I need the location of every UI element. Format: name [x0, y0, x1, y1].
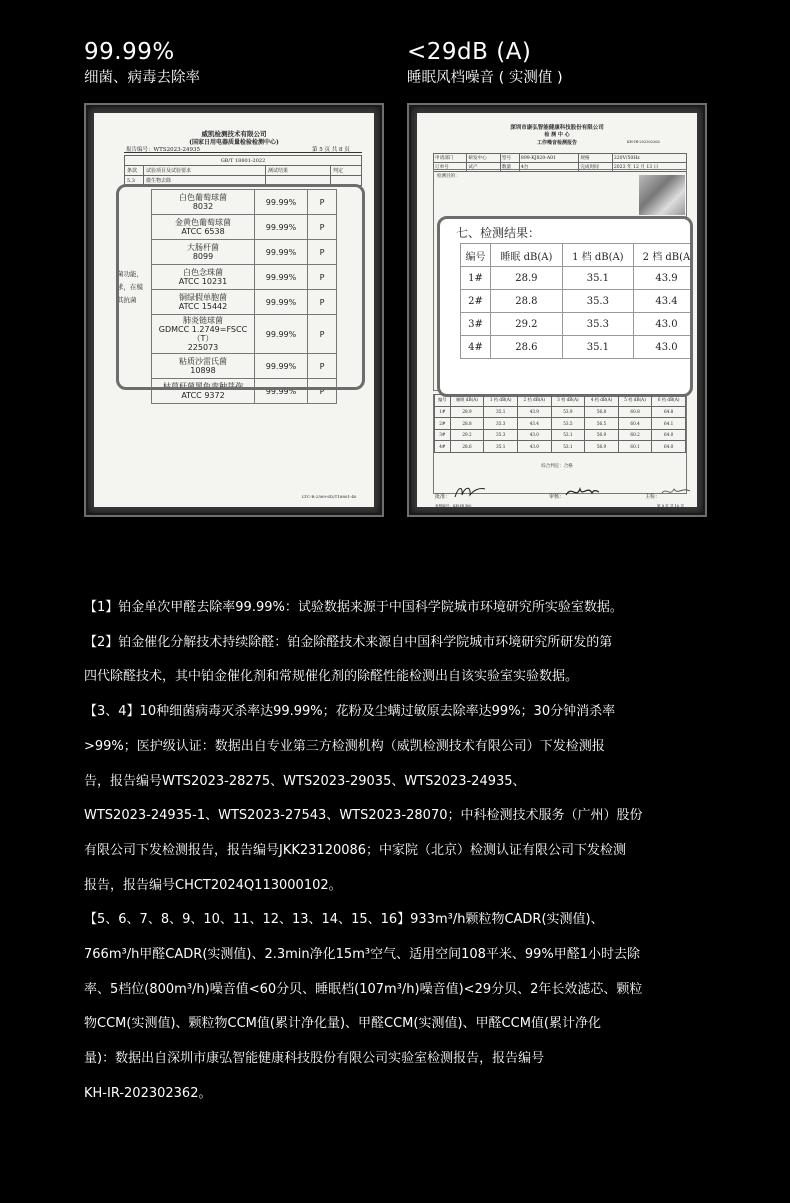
noise-cell: 28.9 [450, 406, 484, 418]
removal-rate: 99.99% [255, 354, 308, 379]
column-header: 编号 [461, 244, 491, 267]
verdict: P [308, 240, 337, 265]
noise-cell: 43.0 [633, 336, 693, 359]
footnote-line: 量)：数据出自深圳市康弘智能健康科技股份有限公司实验室检测报告，报告编号 [84, 1051, 545, 1067]
organism-code: ATCC 10231 [178, 277, 228, 286]
report-document [417, 113, 697, 507]
table-row [461, 313, 694, 336]
noise-cell: 35.3 [562, 290, 633, 313]
noise-cell: 29.2 [450, 429, 484, 441]
noise-cell: 53.5 [551, 418, 585, 430]
report-number: KH-IR-202302362 [627, 140, 660, 144]
report-standard: GB/T 18801-2022 [125, 156, 362, 166]
table-row [461, 336, 694, 359]
report-center: (国家日用电器质量检验检测中心) [189, 139, 279, 146]
stat-noise [407, 38, 563, 89]
verdict: P [308, 290, 337, 315]
noise-cell: 60.2 [618, 429, 652, 441]
noise-cell: 2# [461, 290, 491, 313]
removal-rate: 99.99% [255, 215, 308, 240]
report-footer-code: LTC-R-2569-SD/T18801-40 [302, 494, 357, 499]
footnote-line: 有限公司下发检测报告，报告编号JKK23120086；中家院（北京）检测认证有限公司下发检测 [84, 842, 627, 858]
noise-cell: 4# [461, 336, 491, 359]
noise-cell: 35.1 [484, 441, 518, 453]
removal-rate: 99.99% [255, 265, 308, 290]
report-frame-noise [407, 103, 707, 517]
noise-cell: 43.0 [518, 441, 552, 453]
noise-cell: 3# [435, 429, 451, 441]
column-header: 5 档 dB(A) [618, 395, 652, 407]
organism-name: 肺炎链球菌 [183, 316, 223, 325]
report-center: 检 测 中 心 [544, 132, 570, 138]
table-row [461, 267, 694, 290]
report-page: 第 8 页 共 10 页 [657, 504, 684, 507]
noise-cell: 56.5 [585, 418, 619, 430]
organism-name: 白色葡萄球菌 [179, 193, 227, 202]
verdict: P [308, 215, 337, 240]
organism-name: 铜绿假单胞菌 [179, 293, 227, 302]
noise-cell: 28.9 [491, 267, 563, 290]
organism-code: GDMCC 1.2749=FSCC（T） 225073 [158, 325, 248, 352]
footnote-line: WTS2023-24935-1、WTS2023-27543、WTS2023-28070；中科检测技术服务（广州）股份 [84, 808, 643, 824]
noise-cell: 1# [435, 406, 451, 418]
column-header: 1 档 dB(A) [562, 244, 633, 267]
noise-cell: 64.8 [652, 406, 686, 418]
stat-label: 睡眠风档噪音 ( 实测值 ) [407, 70, 563, 86]
noise-cell: 28.8 [491, 290, 563, 313]
report-page: 第 5 页 共 8 页 [312, 147, 350, 153]
stat-value: 99.99% [84, 39, 175, 65]
side-line: 。 [117, 309, 124, 317]
footnote-line: KH-IR-202302362。 [84, 1085, 212, 1101]
inspector-label: 主检： [645, 494, 661, 500]
footnotes [84, 591, 724, 1112]
info-cell: 数量 [500, 163, 519, 172]
highlight-box [116, 184, 365, 390]
side-line: 菌功能， [117, 270, 143, 278]
noise-cell: 35.3 [484, 418, 518, 430]
footnote-line: 766m³/h甲醛CADR(实测值)、2.3min净化15m³空气、适用空间108平米、99%甲醛1小时去除 [84, 947, 641, 963]
noise-cell: 35.1 [484, 406, 518, 418]
removal-rate: 99.99% [255, 379, 308, 404]
info-cell: 试产 [467, 163, 500, 172]
noise-cell: 35.3 [562, 313, 633, 336]
noise-cell: 53.1 [551, 441, 585, 453]
noise-cell: 43.9 [633, 267, 693, 290]
noise-cell: 3# [461, 313, 491, 336]
footnote-line: >99%；医护级认证：数据出自专业第三方检测机构（威凯检测技术有限公司）下发检测报 [84, 738, 605, 754]
footnote-line: 四代除醛技术，其中铂金催化剂和常规催化剂的除醛性能检测出自该实验室实验数据。 [84, 669, 579, 685]
info-cell: 220V/50Hz [612, 154, 686, 163]
noise-cell: 4# [435, 441, 451, 453]
noise-cell: 60.8 [618, 406, 652, 418]
report-company: 威凯检测技术有限公司 [201, 130, 267, 138]
report-document [94, 113, 374, 507]
column-header: 编号 [435, 395, 451, 407]
stat-value: <29dB (A) [407, 39, 532, 65]
report-title: 工作噪音检测报告 [536, 140, 577, 146]
noise-cell: 60.1 [618, 441, 652, 453]
organism-name: 白色念珠菌 [183, 268, 223, 277]
col-header: 测试结果 [266, 166, 331, 176]
column-header: 3 档 dB(A) [551, 395, 585, 407]
info-cell: 2023 年 12 月 13 日 [612, 163, 686, 172]
report-company: 深圳市康弘智能健康科技股份有限公司 [510, 125, 604, 131]
removal-rate: 99.99% [255, 315, 308, 354]
organism-code: ATCC 6538 [181, 227, 225, 236]
column-header: 2 档 dB(A) [518, 395, 552, 407]
report-conclusion: 综合判定：合格 [541, 464, 573, 469]
info-cell: 型号 [500, 154, 519, 163]
noise-cell: 43.9 [518, 406, 552, 418]
report-frame-bacteria [84, 103, 384, 517]
table-row [434, 154, 687, 163]
verdict: P [308, 315, 337, 354]
footnote-line: 【3、4】10种细菌病毒灭杀率达99.99%；花粉及尘螨过敏原去除率达99%；30分钟消杀率 [84, 704, 616, 720]
form-number: 表格编号：KH-IR R/0 [435, 504, 472, 507]
side-line: 其抗菌 [117, 296, 137, 304]
removal-rate: 99.99% [255, 190, 308, 215]
verdict: P [308, 265, 337, 290]
noise-cell: 64.0 [652, 429, 686, 441]
stat-bacteria [84, 38, 200, 89]
table-row [461, 290, 694, 313]
footnote-line: 【1】铂金单次甲醛去除率99.99%：试验数据来源于中国科学院城市环境研究所实验室数据。 [84, 600, 623, 615]
noise-cell: 56.9 [585, 441, 619, 453]
organism-name: 粘质沙雷氏菌 [179, 357, 227, 366]
noise-cell: 53.9 [551, 406, 585, 418]
info-cell: 申请部门 [434, 154, 467, 163]
noise-cell: 35.3 [484, 429, 518, 441]
column-header: 6 档 dB(A) [652, 395, 686, 407]
info-cell: 899-KJ820-A01 [519, 154, 578, 163]
noise-cell: 56.9 [585, 429, 619, 441]
inspector-signature [660, 483, 692, 501]
info-cell: 4台 [519, 163, 578, 172]
column-header: 睡眠 dB(A) [450, 395, 484, 407]
removal-rate: 99.99% [255, 290, 308, 315]
col-header: 试验项目及试验要求 [144, 166, 266, 176]
footnote-line: 告，报告编号WTS2023-28275、WTS2023-29035、WTS2023-24935、 [84, 773, 526, 789]
noise-cell: 64.1 [652, 418, 686, 430]
report-number: 报告编号：WTS2023-24935 [126, 147, 200, 153]
verdict: P [308, 379, 337, 404]
approve-label: 批准： [435, 494, 451, 500]
noise-results-zoom-table [460, 243, 693, 359]
approver-signature [453, 483, 489, 501]
noise-zoom-panel [437, 216, 693, 397]
verdict: P [308, 190, 337, 215]
noise-cell: 35.1 [562, 267, 633, 290]
table-header-row [461, 244, 694, 267]
noise-cell: 56.8 [585, 406, 619, 418]
noise-cell: 43.4 [518, 418, 552, 430]
column-header: 4 档 dB(A) [585, 395, 619, 407]
column-header: 1 档 dB(A) [484, 395, 518, 407]
organism-code: 10898 [190, 366, 216, 375]
noise-cell: 2# [435, 418, 451, 430]
info-cell: 规格 [579, 154, 612, 163]
removal-rate: 99.99% [255, 240, 308, 265]
noise-cell: 28.6 [491, 336, 563, 359]
report-header-table [124, 155, 362, 186]
organism-code: 8032 [192, 202, 214, 211]
row-no: 5.3 [125, 176, 144, 186]
stat-label: 细菌、病毒去除率 [84, 70, 200, 86]
footnote-line: 【2】铂金催化分解技术持续除醛：铂金除醛技术来源自中国科学院城市环境研究所研发的第 [84, 634, 613, 650]
footnote-line: 【5、6、7、8、9、10、11、12、13、14、15、16】933m³/h颗粒物CADR(实测值)、 [84, 912, 604, 928]
organism-code: ATCC 15442 [178, 302, 228, 311]
footnote-line: 物CCM(实测值)、颗粒物CCM值(累计净化量)、甲醛CCM(实测值)、甲醛CCM值(累计净化 [84, 1016, 601, 1032]
zoom-title: 七、检测结果： [456, 226, 541, 240]
verdict: P [308, 354, 337, 379]
noise-cell: 35.1 [562, 336, 633, 359]
info-cell: 研发中心 [467, 154, 500, 163]
organism-name: 金黄色葡萄球菌 [175, 218, 231, 227]
review-label: 审核： [549, 494, 565, 500]
organism-code: 8099 [192, 252, 214, 261]
noise-cell: 43.4 [633, 290, 693, 313]
noise-cell: 60.4 [618, 418, 652, 430]
noise-cell: 28.6 [450, 441, 484, 453]
info-cell: 订单号 [434, 163, 467, 172]
organism-code: ATCC 9372 [181, 391, 225, 400]
col-header: 条款 [125, 166, 144, 176]
noise-cell: 29.2 [491, 313, 563, 336]
noise-cell: 64.0 [652, 441, 686, 453]
col-header: 判定 [331, 166, 362, 176]
footnote-line: 率、5档位(800m³/h)噪音值<60分贝、睡眠档(107m³/h)噪音值)<29分贝、2年长效滤芯、颗粒 [84, 981, 643, 997]
footnote-line: 报告，报告编号CHCT2024Q113000102。 [84, 877, 342, 893]
report-section: 检测目的： [437, 174, 460, 179]
noise-cell: 43.0 [518, 429, 552, 441]
organism-name: 枯草杆菌黑色变种芽孢 [163, 382, 243, 391]
reviewer-signature [564, 483, 600, 501]
noise-cell: 43.0 [633, 313, 693, 336]
side-line: 求，在模 [117, 283, 143, 291]
info-cell: 完成时间 [579, 163, 612, 172]
noise-cell: 53.1 [551, 429, 585, 441]
noise-cell: 1# [461, 267, 491, 290]
organism-name: 大肠杆菌 [187, 243, 219, 252]
column-header: 睡眠 dB(A) [491, 244, 563, 267]
column-header: 2 档 dB(A [633, 244, 693, 267]
row-item: 微生物去除 [144, 176, 266, 186]
noise-cell: 28.8 [450, 418, 484, 430]
